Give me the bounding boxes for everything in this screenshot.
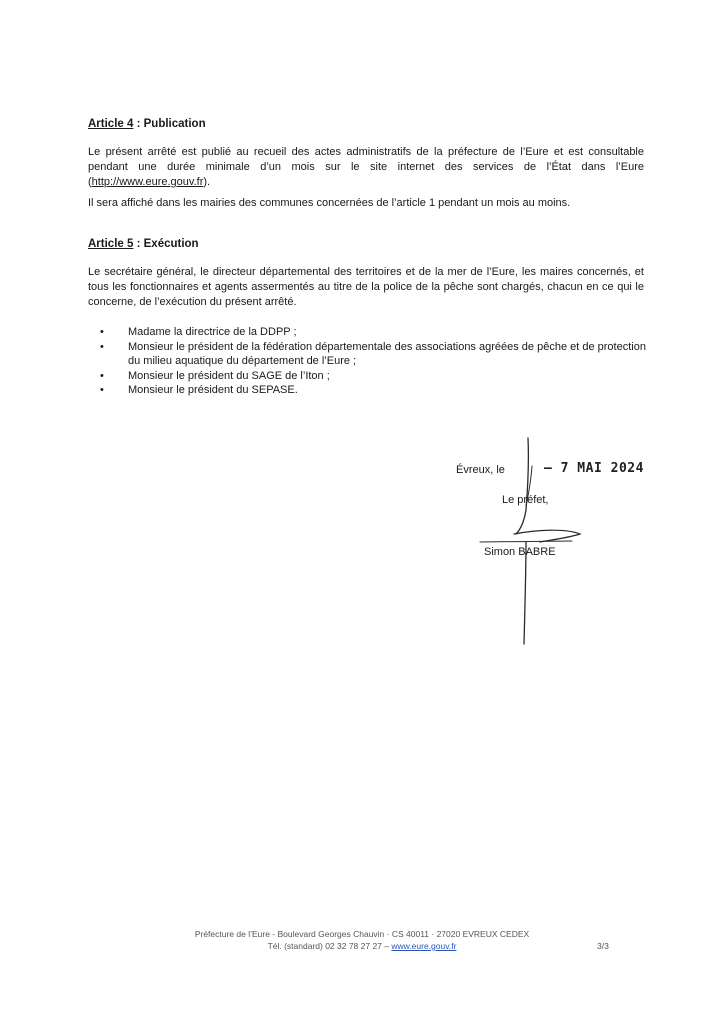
article-4-heading: [88, 118, 206, 130]
article-4-paragraph-1: [88, 145, 644, 190]
signature-date-stamp: – 7 MAI 2024: [544, 461, 644, 476]
signature-block: [440, 430, 680, 660]
article-4-title: Publication: [143, 118, 206, 130]
article-4-separator: :: [133, 118, 144, 130]
article-5-paragraph-1: Le secrétaire général, le directeur départemental des territoires et de la mer de l’Eure, les maires concernés, et tous les fonctionnaires et agents assermentés au titre de la police de la pêche sont chargés, chacun en ce qui le concerne, de l’exécution du présent arrêté.: [88, 266, 644, 308]
recipient-item: • Monsieur le président de la fédération départementale des associations agréées de pêche et de protection du milieu aquatique du département de l’Eure ;: [100, 340, 660, 369]
article-5-separator: :: [133, 238, 144, 250]
footer-phone: Tél. (standard) 02 32 78 27 27 –: [267, 941, 392, 951]
article-5-heading: [88, 238, 199, 250]
signatory-title: Le préfet,: [502, 494, 549, 506]
article-4-paragraph-2: Il sera affiché dans les mairies des communes concernées de l’article 1 pendant un mois au moins.: [88, 197, 571, 209]
article-4-label: Article 4: [88, 118, 134, 130]
recipient-list: [100, 325, 660, 398]
article-4-p1-end: ).: [203, 176, 211, 188]
recipient-item: • Madame la directrice de la DDPP ;: [100, 325, 660, 340]
signature-place-date: Évreux, le: [456, 464, 505, 476]
recipient-item: • Monsieur le président du SAGE de l’Iton ;: [100, 369, 660, 384]
prefecture-website-link[interactable]: http://www.eure.gouv.fr: [91, 176, 204, 188]
article-5-label: Article 5: [88, 238, 134, 250]
footer-website-link[interactable]: www.eure.gouv.fr: [391, 941, 457, 951]
article-4-p1-text: Le présent arrêté est publié au recueil des actes administratifs de la préfecture de l’Eure et est consultable pendant une durée minimale d’un mois sur le site internet des services de l’État dans l’Eure (: [88, 146, 644, 188]
recipient-item: • Monsieur le président du SEPASE.: [100, 383, 660, 398]
footer-address: Préfecture de l’Eure - Boulevard Georges Chauvin · CS 40011 · 27020 EVREUX CEDEX: [194, 929, 530, 939]
page-number: 3/3: [597, 941, 609, 951]
article-5-title: Exécution: [143, 238, 199, 250]
footer-contact: [0, 941, 724, 951]
signatory-name: Simon BABRE: [484, 546, 556, 558]
